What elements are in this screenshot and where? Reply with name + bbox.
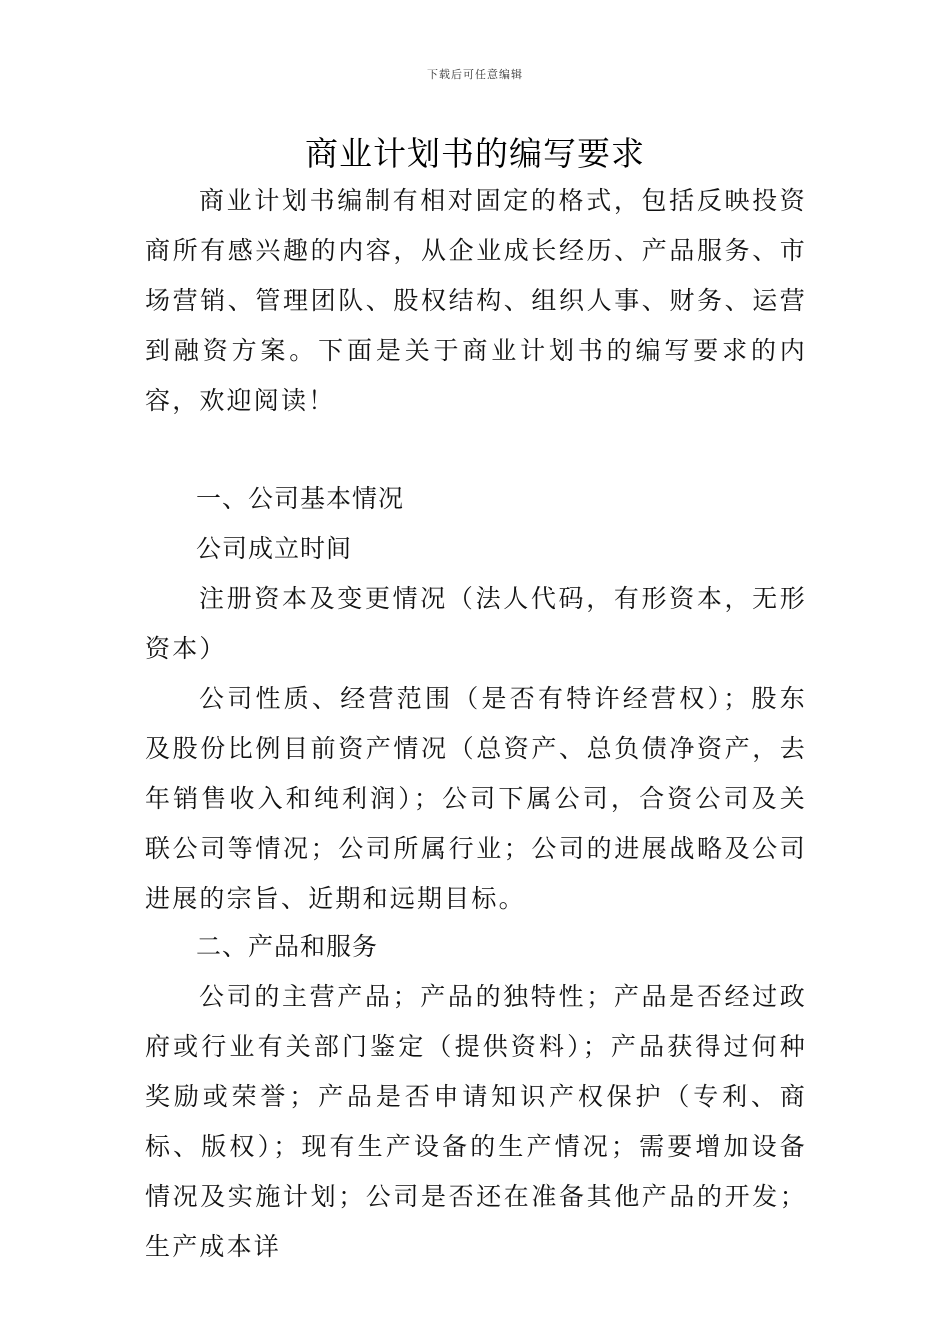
paragraph-registered-capital: 注册资本及变更情况（法人代码，有形资本，无形资本） xyxy=(145,584,807,663)
paragraph-products: 公司的主营产品；产品的独特性；产品是否经过政府或行业有关部门鉴定（提供资料）；产品获得过何种奖励或荣誉；产品是否申请知识产权保护（专利、商标、版权）；现有生产设备的生产情况；需要增加设备情况及实施计划；公司是否还在准备其他产品的开发；生产成本详 xyxy=(145,982,807,1261)
section-heading-products-services: 二、产品和服务 xyxy=(196,932,379,961)
paragraph-company-nature: 公司性质、经营范围（是否有特许经营权）；股东及股份比例目前资产情况（总资产、总负债净资产，去年销售收入和纯利润）；公司下属公司，合资公司及关联公司等情况；公司所属行业；公司的进展战略及公司进展的宗旨、近期和远期目标。 xyxy=(145,684,807,913)
paragraph-established-date: 公司成立时间 xyxy=(196,534,353,563)
document-title: 商业计划书的编写要求 xyxy=(305,134,645,173)
header-note: 下载后可任意编辑 xyxy=(427,68,523,81)
section-heading-company-basics: 一、公司基本情况 xyxy=(196,484,405,513)
intro-paragraph: 商业计划书编制有相对固定的格式，包括反映投资商所有感兴趣的内容，从企业成长经历、产品服务、市场营销、管理团队、股权结构、组织人事、财务、运营到融资方案。下面是关于商业计划书的编写要求的内容，欢迎阅读！ xyxy=(145,186,807,415)
